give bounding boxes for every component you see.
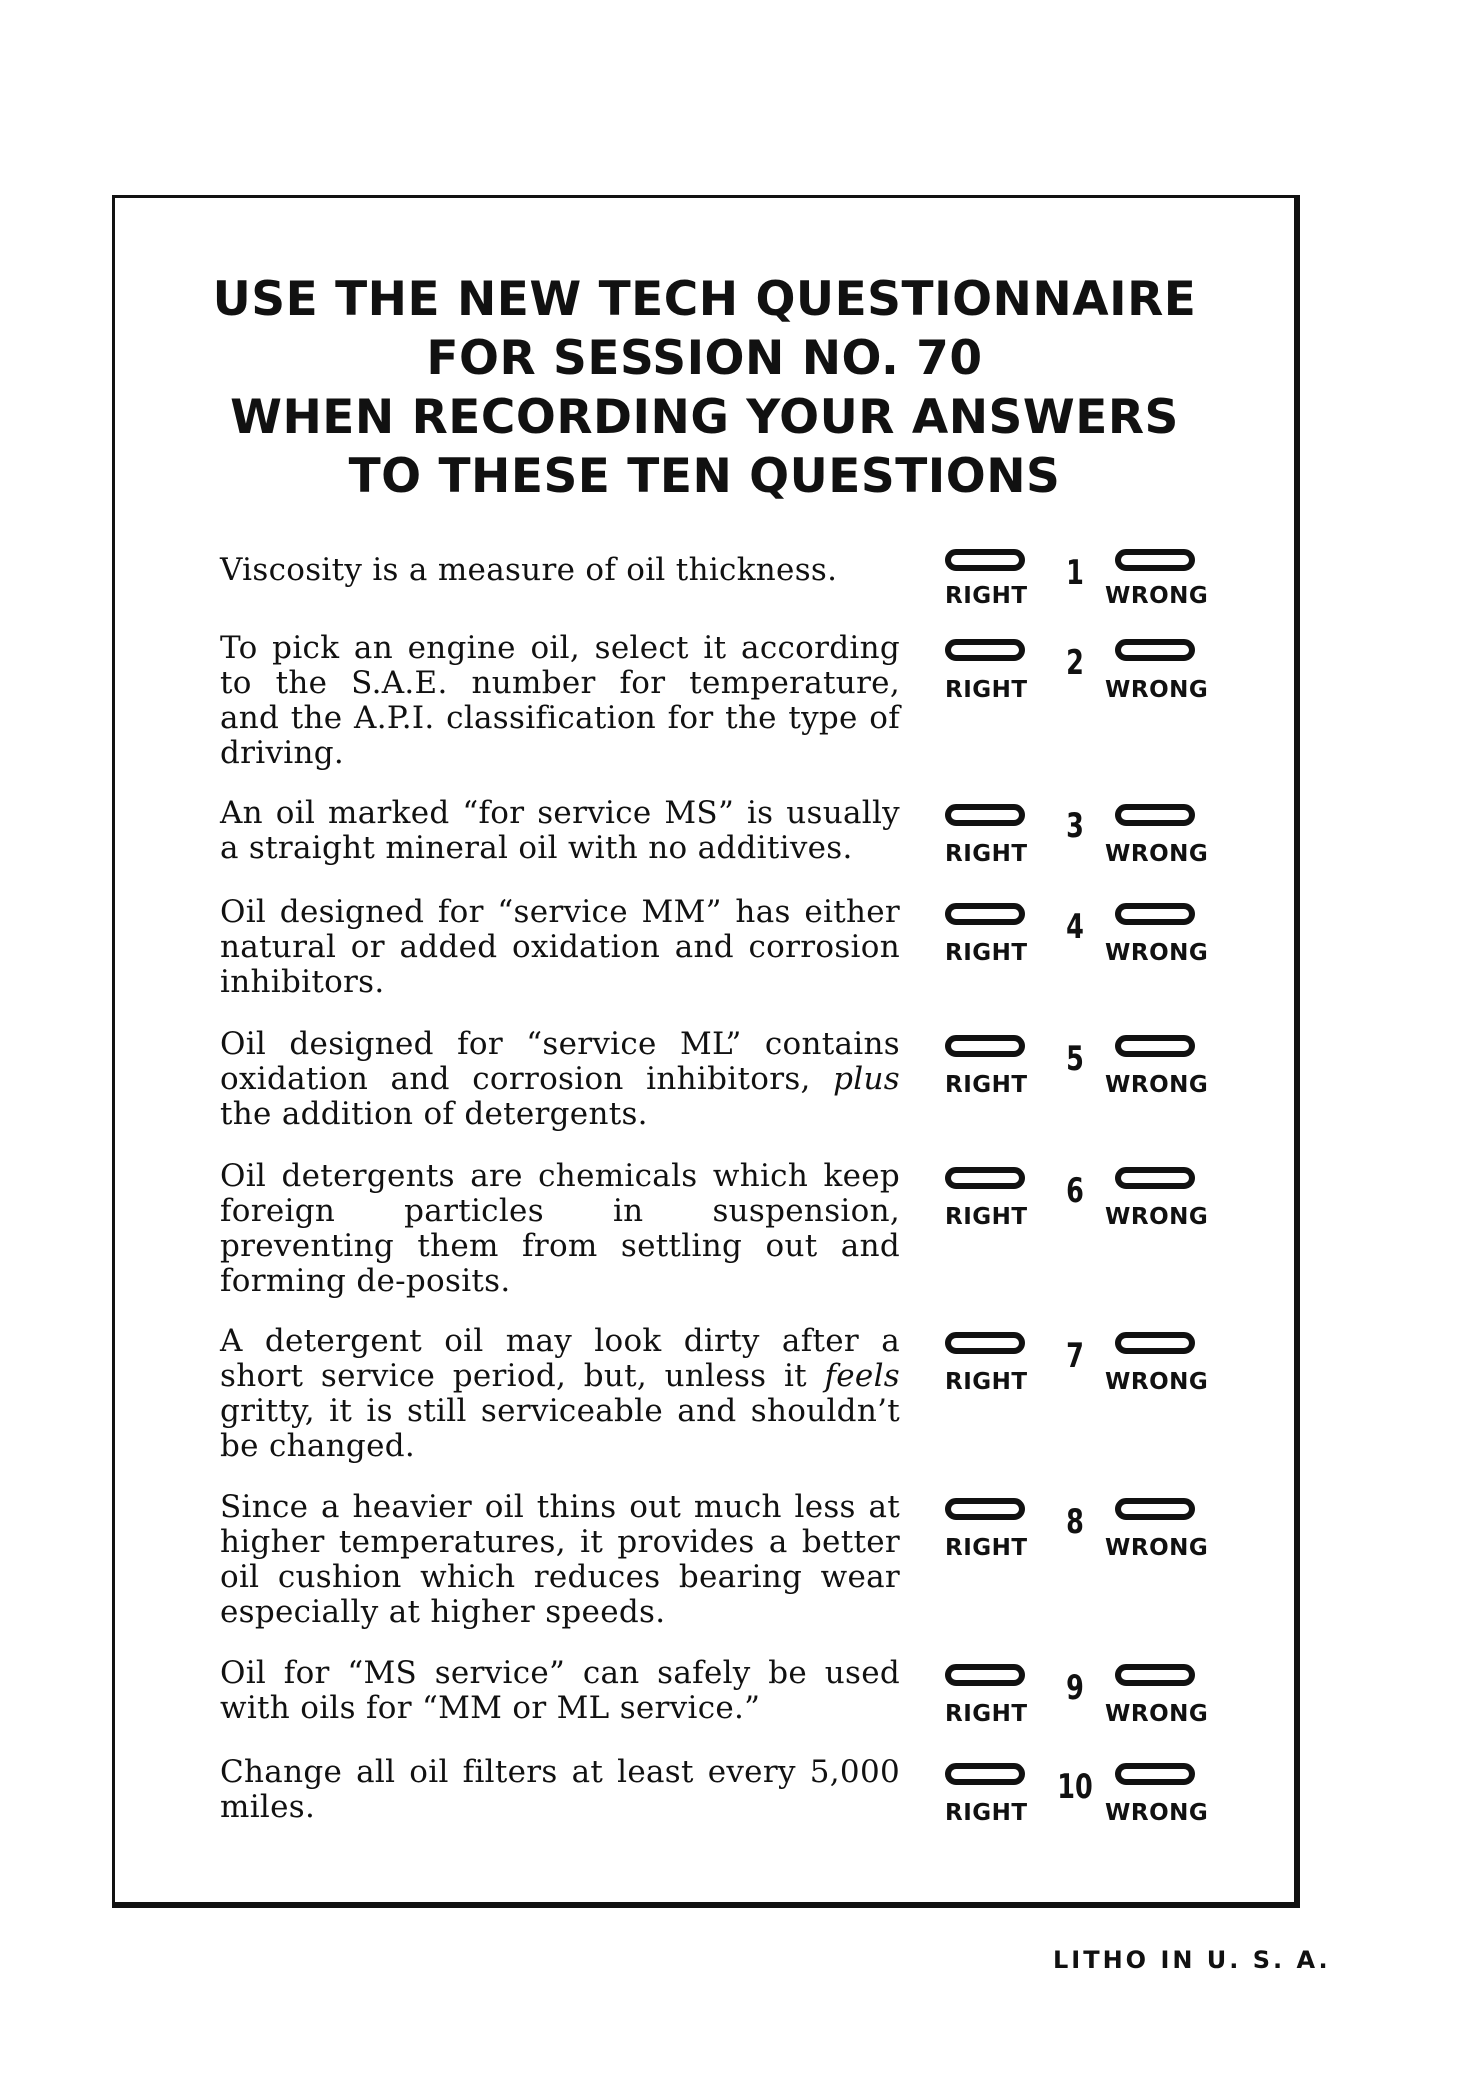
- right-label: RIGHT: [945, 1800, 1028, 1826]
- page-title: [115, 270, 1294, 506]
- title-line-4: TO THESE TEN QUESTIONS: [348, 449, 1061, 504]
- answer-6-wrong-oval[interactable]: [1115, 1167, 1195, 1189]
- answer-8-wrong-oval[interactable]: [1115, 1498, 1195, 1520]
- answer-5-wrong-oval[interactable]: [1115, 1035, 1195, 1057]
- questionnaire-frame: [112, 195, 1300, 1908]
- answer-2-wrong-oval[interactable]: [1115, 639, 1195, 661]
- answer-9-right-oval[interactable]: [945, 1664, 1025, 1686]
- question-number: 3: [1066, 806, 1084, 846]
- answer-1-wrong-oval[interactable]: [1115, 549, 1195, 571]
- wrong-label: WRONG: [1105, 1800, 1209, 1826]
- right-label: RIGHT: [945, 1072, 1028, 1098]
- answer-7-right-oval[interactable]: [945, 1332, 1025, 1354]
- wrong-label: WRONG: [1105, 1204, 1209, 1230]
- question-number: 7: [1066, 1336, 1084, 1376]
- answer-4-right-oval[interactable]: [945, 903, 1025, 925]
- answer-4-wrong-oval[interactable]: [1115, 903, 1195, 925]
- answer-2-right-oval[interactable]: [945, 639, 1025, 661]
- answer-9-wrong-oval[interactable]: [1115, 1664, 1195, 1686]
- answer-1-right-oval[interactable]: [945, 549, 1025, 571]
- wrong-label: WRONG: [1105, 1369, 1209, 1395]
- answer-10-right-oval[interactable]: [945, 1763, 1025, 1785]
- right-label: RIGHT: [945, 841, 1028, 867]
- right-label: RIGHT: [945, 677, 1028, 703]
- question-text: Since a heavier oil thins out much less at higher temperatures, it provides a better oil cushion which reduces bearing wear especially at higher speeds.: [220, 1489, 900, 1630]
- wrong-label: WRONG: [1105, 940, 1209, 966]
- question-text: An oil marked “for service MS” is usually a straight mineral oil with no additives.: [220, 795, 900, 866]
- question-number: 8: [1066, 1502, 1084, 1542]
- title-line-1: USE THE NEW TECH QUESTIONNAIRE: [212, 272, 1197, 327]
- question-number: 4: [1066, 907, 1084, 947]
- question-number: 6: [1066, 1171, 1084, 1211]
- question-number: 10: [1057, 1767, 1093, 1807]
- question-text: Viscosity is a measure of oil thickness.: [220, 552, 838, 588]
- question-number: 9: [1066, 1668, 1084, 1708]
- wrong-label: WRONG: [1105, 1535, 1209, 1561]
- printer-imprint: LITHO IN U. S. A.: [1053, 1946, 1331, 1974]
- right-label: RIGHT: [945, 1535, 1028, 1561]
- question-number: 5: [1066, 1039, 1084, 1079]
- wrong-label: WRONG: [1105, 677, 1209, 703]
- answer-10-wrong-oval[interactable]: [1115, 1763, 1195, 1785]
- question-text: Oil detergents are chemicals which keep foreign particles in suspension, preventing them from settling out and forming de-posits.: [220, 1158, 900, 1299]
- right-label: RIGHT: [945, 1369, 1028, 1395]
- question-text: Oil designed for “service ML” contains oxidation and corrosion inhibitors, plus the addition of detergents.: [220, 1026, 900, 1132]
- question-text: Oil designed for “service MM” has either natural or added oxidation and corrosion inhibitors.: [220, 894, 900, 1000]
- title-line-2: FOR SESSION NO. 70: [426, 331, 983, 386]
- right-label: RIGHT: [945, 940, 1028, 966]
- answer-8-right-oval[interactable]: [945, 1498, 1025, 1520]
- question-text: A detergent oil may look dirty after a short service period, but, unless it feels gritty, it is still serviceable and shouldn’t be changed.: [220, 1323, 900, 1464]
- wrong-label: WRONG: [1105, 1072, 1209, 1098]
- right-label: RIGHT: [945, 1204, 1028, 1230]
- answer-7-wrong-oval[interactable]: [1115, 1332, 1195, 1354]
- right-label: RIGHT: [945, 1701, 1028, 1727]
- answer-5-right-oval[interactable]: [945, 1035, 1025, 1057]
- right-label: RIGHT: [945, 583, 1028, 609]
- question-text: Change all oil filters at least every 5,000 miles.: [220, 1754, 900, 1825]
- title-line-3: WHEN RECORDING YOUR ANSWERS: [230, 390, 1179, 445]
- wrong-label: WRONG: [1105, 841, 1209, 867]
- question-text: Oil for “MS service” can safely be used with oils for “MM or ML service.”: [220, 1655, 900, 1726]
- wrong-label: WRONG: [1105, 1701, 1209, 1727]
- question-text: To pick an engine oil, select it according to the S.A.E. number for temperature, and the A.P.I. classification for the type of driving.: [220, 630, 900, 771]
- answer-3-right-oval[interactable]: [945, 804, 1025, 826]
- answer-3-wrong-oval[interactable]: [1115, 804, 1195, 826]
- question-number: 2: [1066, 643, 1084, 683]
- question-number: 1: [1066, 553, 1084, 593]
- answer-6-right-oval[interactable]: [945, 1167, 1025, 1189]
- wrong-label: WRONG: [1105, 583, 1209, 609]
